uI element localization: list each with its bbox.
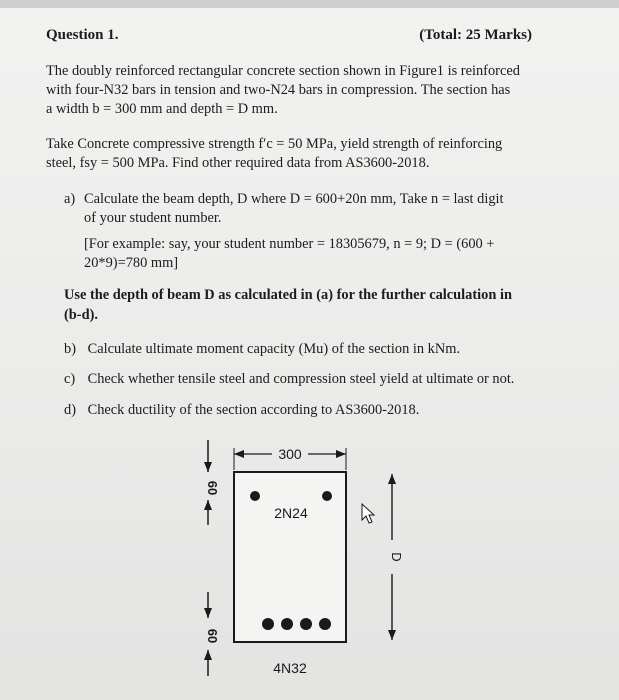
intro-line-1: The doubly reinforced rectangular concrete section shown in Figure1 is reinforced: [46, 63, 520, 79]
intro-line-2: with four-N32 bars in tension and two-N24 bars in compression. The section has: [46, 82, 511, 98]
top-cover-arrow-down: [204, 462, 212, 472]
part-b-text: Calculate ultimate moment capacity (Mu) of the section in kNm.: [87, 341, 461, 357]
depth-arrow-down: [388, 630, 396, 640]
tension-bar-1: [262, 618, 274, 630]
width-label: 300: [278, 446, 302, 462]
tension-bar-3: [300, 618, 312, 630]
note-line-2: (b-d).: [64, 307, 98, 323]
tension-label: 4N32: [273, 660, 307, 676]
width-arrow-right: [336, 450, 346, 458]
part-b-label: b): [64, 341, 76, 357]
tension-bar-4: [319, 618, 331, 630]
example-line-1: [For example: say, your student number = 18305679, n = 9; D = (600 +: [84, 236, 495, 252]
width-arrow-left: [234, 450, 244, 458]
intro-line-3: a width b = 300 mm and depth = D mm.: [46, 101, 278, 117]
compression-bar-right: [322, 491, 332, 501]
top-cover-label: 60: [205, 480, 220, 496]
bottom-cover-label: 60: [205, 628, 220, 644]
tension-bar-2: [281, 618, 293, 630]
materials-line-1: Take Concrete compressive strength f′c = 50 MPa, yield strength of reinforcing: [46, 136, 503, 152]
compression-bar-left: [250, 491, 260, 501]
part-c-text: Check whether tensile steel and compression steel yield at ultimate or not.: [87, 371, 515, 387]
bottom-cover-arrow-down: [204, 608, 212, 618]
part-d-text: Check ductility of the section according to AS3600-2018.: [87, 402, 420, 418]
total-marks: (Total: 25 Marks): [419, 27, 532, 43]
part-a-line-2: of your student number.: [84, 210, 222, 226]
part-a-line-1: Calculate the beam depth, D where D = 600+20n mm, Take n = last digit: [84, 191, 504, 207]
example-line-2: 20*9)=780 mm]: [84, 255, 179, 271]
bottom-cover-arrow-up: [204, 650, 212, 660]
depth-label: D: [389, 552, 404, 562]
mouse-cursor-icon: [362, 504, 374, 523]
materials-line-2: steel, fsy = 500 MPa. Find other required data from AS3600-2018.: [46, 155, 430, 171]
compression-label: 2N24: [274, 505, 308, 521]
note-line-1: Use the depth of beam D as calculated in (a) for the further calculation in: [64, 287, 512, 303]
question-title: Question 1.: [46, 27, 119, 43]
part-a-label: a): [64, 191, 76, 207]
part-c-label: c): [64, 371, 76, 387]
top-cover-arrow-up: [204, 500, 212, 510]
part-d-label: d): [64, 402, 76, 418]
depth-arrow-up: [388, 474, 396, 484]
